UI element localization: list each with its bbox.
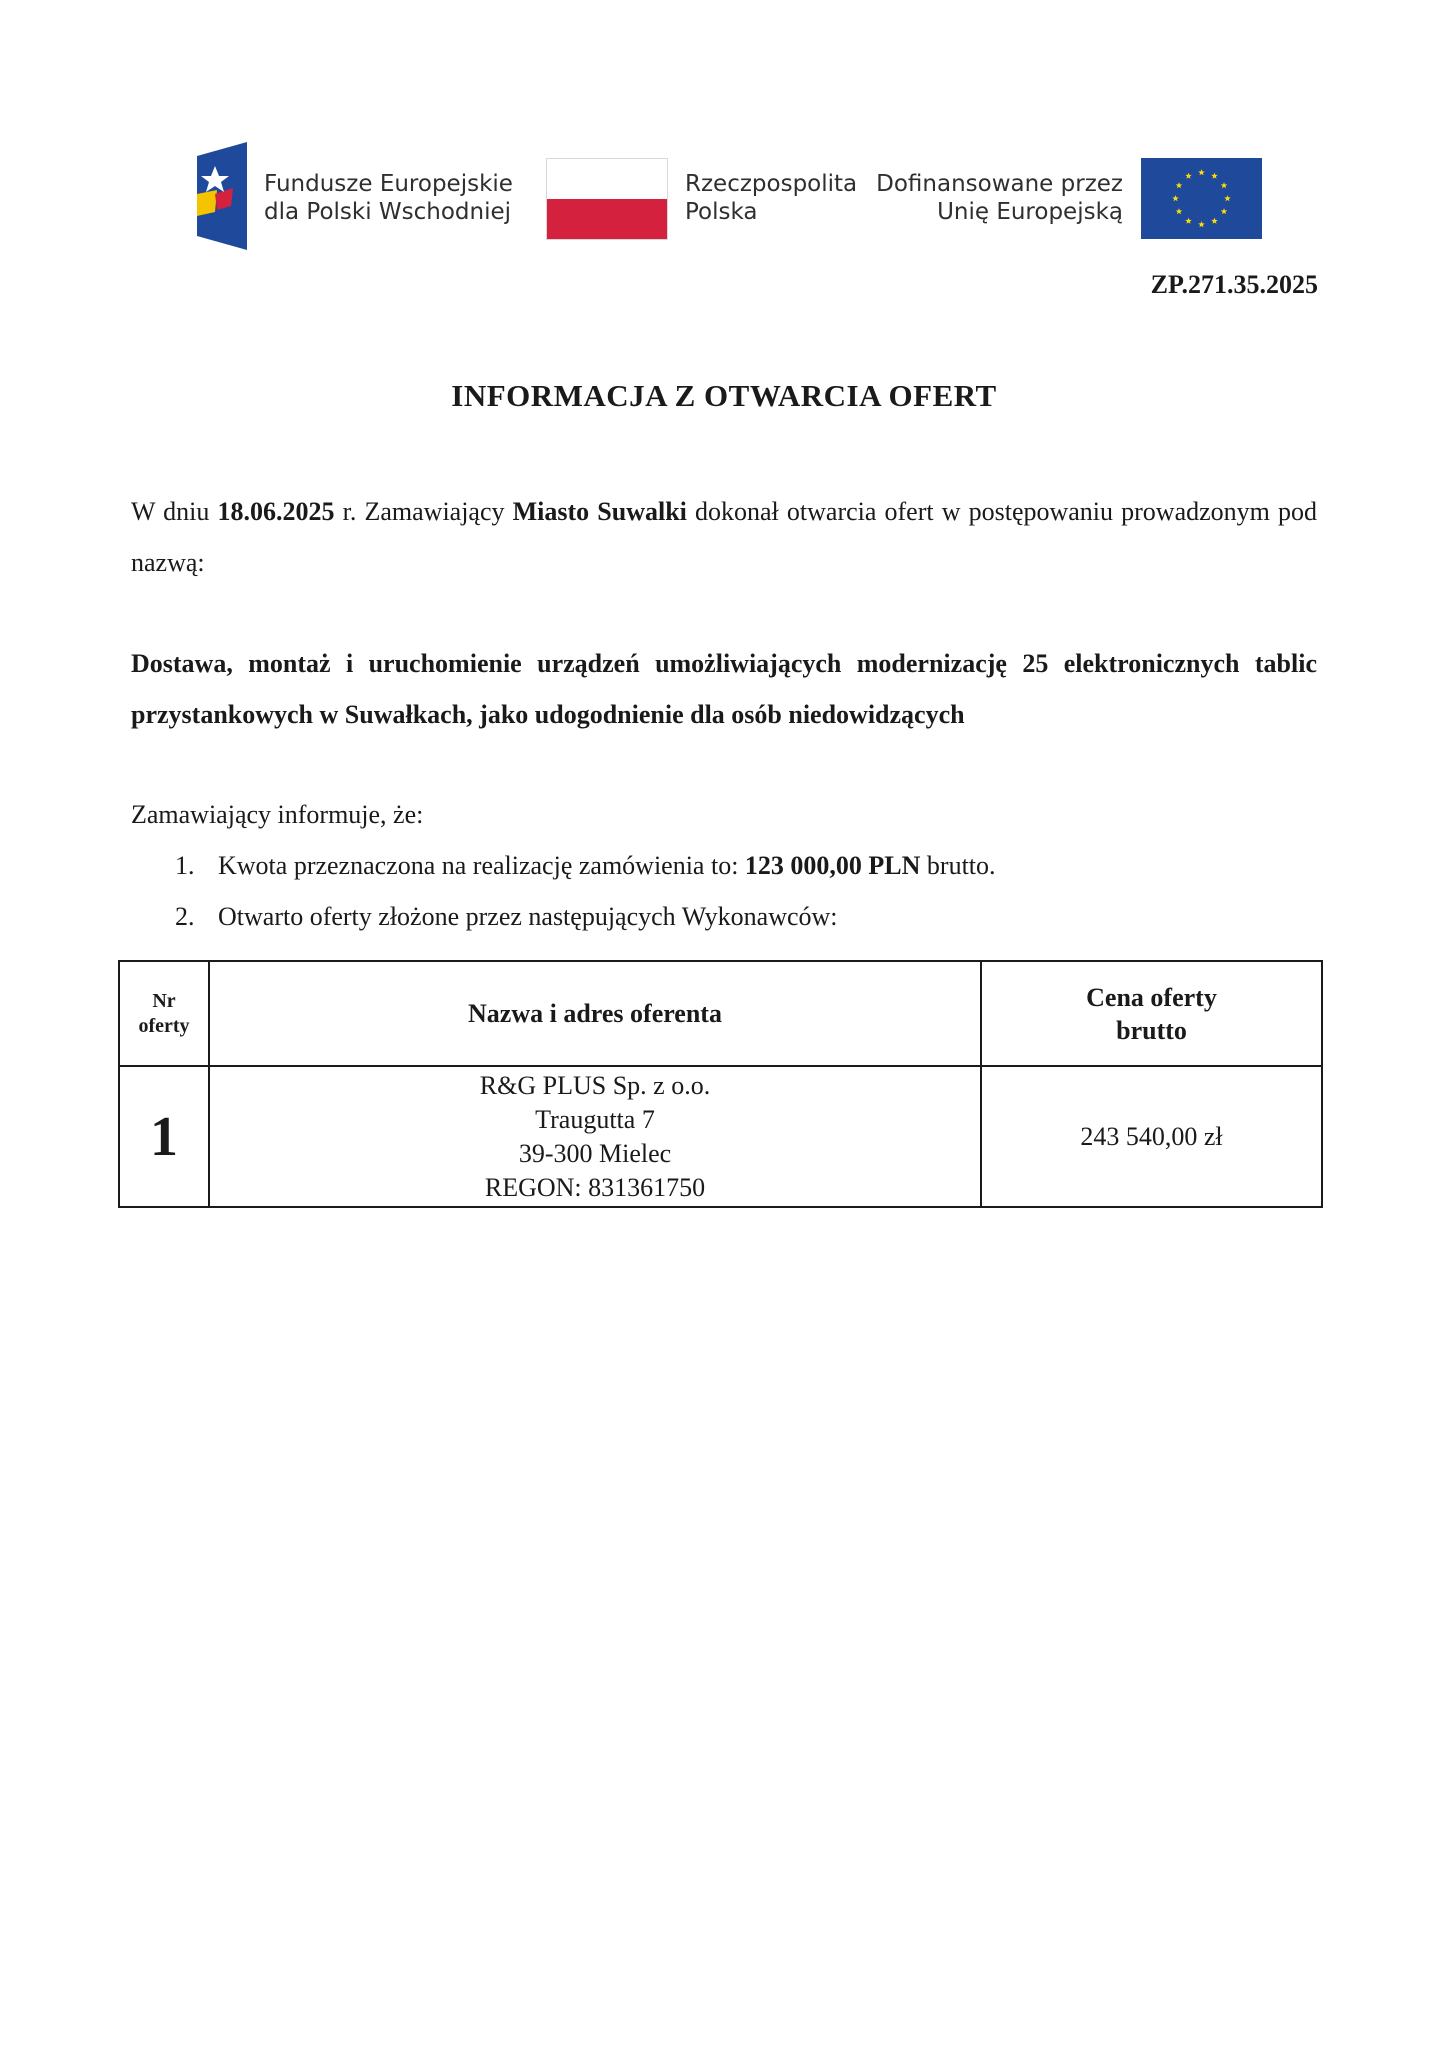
eu-flag-icon xyxy=(1141,158,1262,239)
bidder-city: 39-300 Mielec xyxy=(518,1138,672,1168)
offer-number: 1 xyxy=(119,1066,209,1207)
bidder-address xyxy=(209,1066,981,1207)
list-item xyxy=(175,891,1315,942)
list-item xyxy=(175,840,1315,891)
fe-logo-line2: dla Polski Wschodniej xyxy=(264,199,512,225)
polish-flag-icon xyxy=(546,158,668,240)
rp-logo-line1: Rzeczpospolita xyxy=(685,171,858,197)
header-bidder-name: Nazwa i adres oferenta xyxy=(209,961,981,1066)
offers-table xyxy=(118,960,1323,1208)
fe-logo-text xyxy=(264,170,513,226)
intro-paragraph: W dniu 18.06.2025 r. Zamawiający Miasto Suwalki dokonał otwarcia ofert w postępowaniu prowadzonym pod nazwą: xyxy=(131,497,1317,577)
page-title: INFORMACJA Z OTWARCIA OFERT xyxy=(451,378,997,413)
buyer-name: Miasto Suwalki xyxy=(512,497,687,526)
header-logos xyxy=(0,0,1448,260)
budget-amount: 123 000,00 PLN xyxy=(744,851,921,880)
table-row xyxy=(119,1066,1322,1207)
bidder-name: R&G PLUS Sp. z o.o. xyxy=(479,1070,711,1100)
table-header-row xyxy=(119,961,1322,1066)
list-item-number: 1. xyxy=(175,851,195,880)
offer-price: 243 540,00 zł xyxy=(981,1066,1322,1207)
eu-logo-line1: Dofinansowane przez xyxy=(876,171,1123,197)
procurement-name: Dostawa, montaż i uruchomienie urządzeń umożliwiających modernizację 25 elektronicznych tablic przystankowych w Suwałkach, jako udogodnienie dla osób niedowidzących xyxy=(131,649,1317,729)
opening-date: 18.06.2025 xyxy=(217,497,335,526)
bidder-street: Traugutta 7 xyxy=(535,1104,655,1134)
informs-text: Zamawiający informuje, że: xyxy=(131,800,424,829)
list-item-text: Otwarto oferty złożone przez następujących Wykonawców: xyxy=(218,902,838,931)
eu-logo-line2: Unię Europejską xyxy=(937,199,1123,225)
list-item-number: 2. xyxy=(175,902,195,931)
rp-logo-line2: Polska xyxy=(685,199,758,225)
bidder-regon: REGON: 831361750 xyxy=(484,1172,706,1202)
list-item-text: Kwota przeznaczona na realizację zamówienia to: 123 000,00 PLN brutto. xyxy=(218,851,996,880)
header-offer-number: Nr oferty xyxy=(119,961,209,1066)
fe-logo-line1: Fundusze Europejskie xyxy=(264,171,513,197)
eu-logo-text xyxy=(876,170,1123,226)
fundusze-europejskie-logo-icon xyxy=(193,142,249,250)
document-reference: ZP.271.35.2025 xyxy=(1150,270,1318,299)
header-gross-price: Cena oferty brutto xyxy=(981,961,1322,1066)
rp-logo-text xyxy=(685,170,857,226)
